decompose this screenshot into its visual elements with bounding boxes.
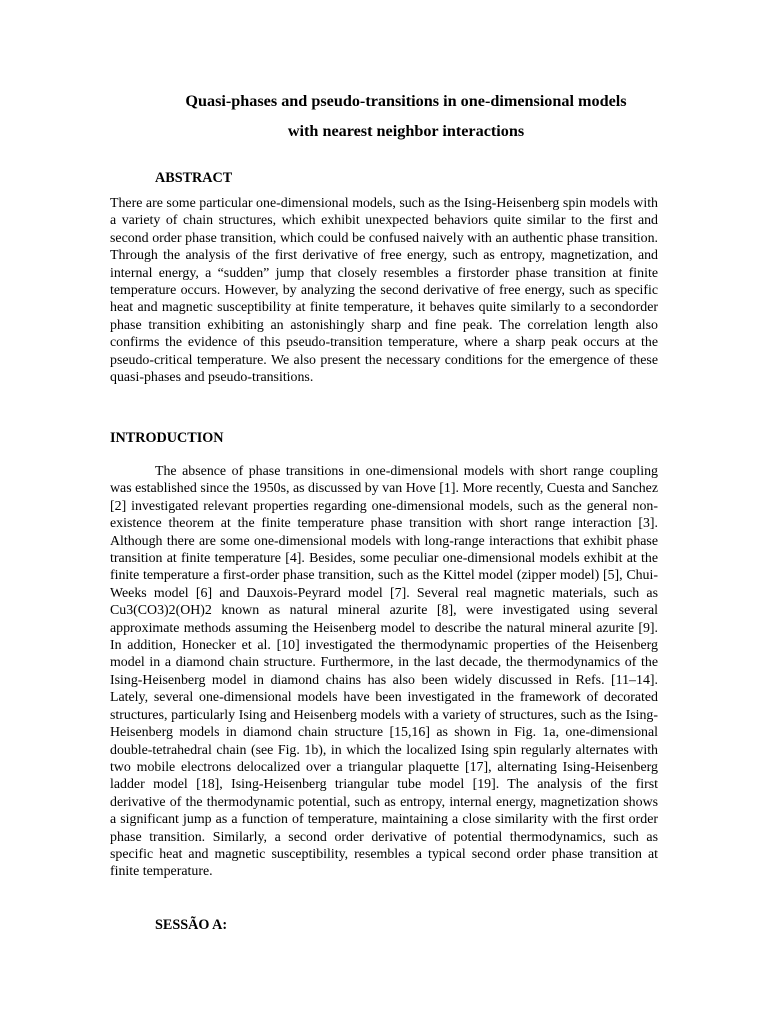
paper-title — [100, 86, 712, 146]
paper-title-line-2: with nearest neighbor interactions — [287, 122, 525, 140]
abstract-paragraph: There are some particular one-dimensional models, such as the Ising-Heisenberg spin models with a variety of chain structures, which exhibit unexpected behaviors quite similar to the first and second order phase transition, which could be confused naively with an authentic phase transition. Through the analysis of the first derivative of free energy, such as entropy, magnetization, and internal energy, a “sudden” jump that closely resembles a firstorder phase transition at finite temperature occurs. However, by analyzing the second derivative of free energy, such as specific heat and magnetic susceptibility at finite temperature, it behaves quite similarly to a secondorder phase transition exhibiting an astonishingly sharp and fine peak. The correlation length also confirms the evidence of this pseudo-transition temperature, where a sharp peak occurs at the pseudo-critical temperature. We also present the necessary conditions for the emergence of these quasi-phases and pseudo-transitions. — [110, 196, 658, 386]
introduction-heading: INTRODUCTION — [110, 430, 224, 446]
paper-title-line-1: Quasi-phases and pseudo-transitions in one-dimensional models — [185, 92, 627, 110]
section-a-heading: SESSÃO A: — [155, 917, 228, 933]
introduction-paragraph: The absence of phase transitions in one-dimensional models with short range coupling was established since the 1950s, as discussed by van Hove [1]. More recently, Cuesta and Sanchez [2] investigated relevant properties regarding one-dimensional models, such as the general non-existence theorem at the finite temperature phase transition with short range interaction [3]. Although there are some one-dimensional models with long-range interactions that exhibit phase transition at finite temperature [4]. Besides, some peculiar one-dimensional models exhibit at the finite temperature a first-order phase transition, such as the Kittel model (zipper model) [5], Chui-Weeks model [6] and Dauxois-Peyrard model [7]. Several real magnetic materials, such as Cu3(CO3)2(OH)2 known as natural mineral azurite [8], were investigated using several approximate methods assuming the Heisenberg model to describe the natural mineral azurite [9]. In addition, Honecker et al. [10] investigated the thermodynamic properties of the Heisenberg model in a diamond chain structure. Furthermore, in the last decade, the thermodynamics of the Ising-Heisenberg model in diamond chains has also been widely discussed in Refs. [11–14]. Lately, several one-dimensional models have been investigated in the framework of decorated structures, particularly Ising and Heisenberg models with a variety of structures, such as the Ising-Heisenberg models in diamond chain structure [15,16] as shown in Fig. 1a, one-dimensional double-tetrahedral chain (see Fig. 1b), in which the localized Ising spin regularly alternates with two mobile electrons delocalized over a triangular plaquette [17], alternating Ising-Heisenberg ladder model [18], Ising-Heisenberg triangular tube model [19]. The analysis of the first derivative of the thermodynamic potential, such as entropy, internal energy, magnetization shows a significant jump as a function of temperature, maintaining a close similarity with the first order phase transition. Similarly, a second order derivative of potential thermodynamics, such as specific heat and magnetic susceptibility, resembles a typical second order phase transition at finite temperature. — [110, 464, 658, 880]
abstract-heading: ABSTRACT — [155, 170, 233, 186]
